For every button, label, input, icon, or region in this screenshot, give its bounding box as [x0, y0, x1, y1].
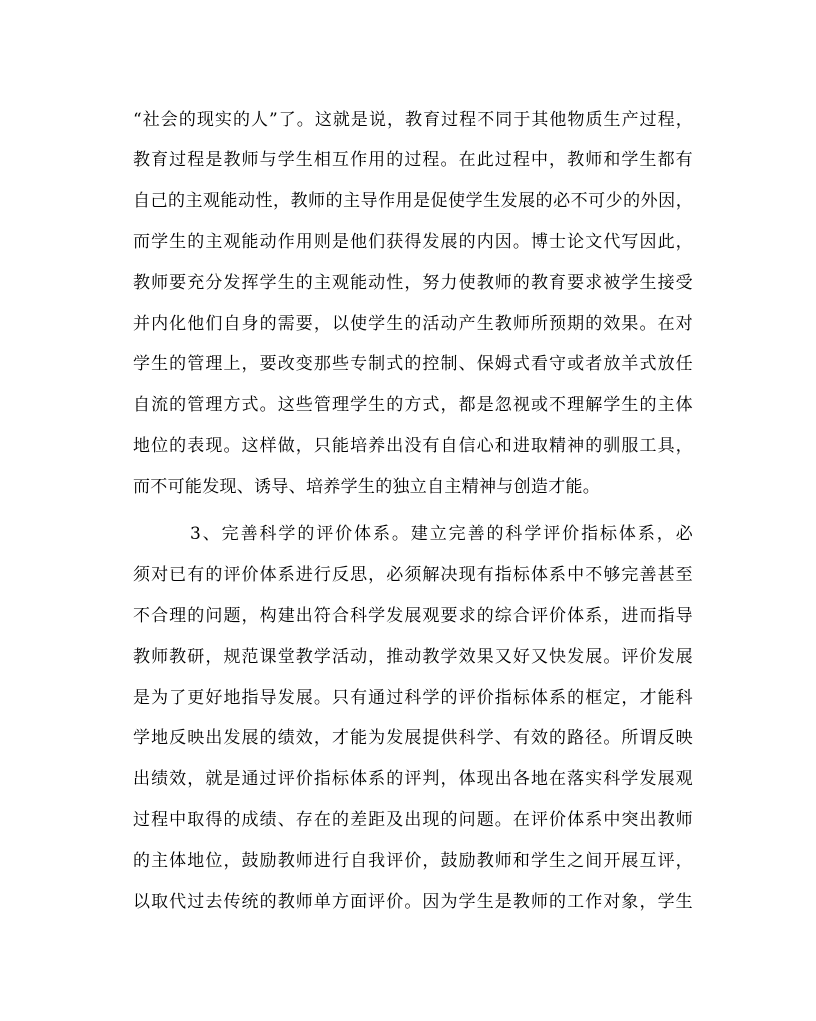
- text-line: 学生的管理上，要改变那些专制式的控制、保姆式看守或者放羊式放任: [133, 354, 693, 374]
- text-line: 过程中取得的成绩、存在的差距及出现的问题。在评价体系中突出教师: [133, 810, 693, 830]
- text-line: 而学生的主观能动作用则是他们获得发展的内因。博士论文代写因此，: [133, 232, 693, 252]
- text-line: 并内化他们自身的需要，以使学生的活动产生教师所预期的效果。在对: [133, 314, 693, 334]
- text-line: 教师要充分发挥学生的主观能动性，努力使教师的教育要求被学生接受: [133, 273, 693, 293]
- text-line: 的主体地位，鼓励教师进行自我评价，鼓励教师和学生之间开展互评，: [133, 851, 693, 871]
- text-line: 学地反映出发展的绩效，才能为发展提供科学、有效的路径。所谓反映: [133, 728, 693, 748]
- text-line: 自流的管理方式。这些管理学生的方式，都是忽视或不理解学生的主体: [133, 395, 693, 415]
- text-line: 出绩效，就是通过评价指标体系的评判，体现出各地在落实科学发展观: [133, 769, 693, 789]
- text-line: 教师教研，规范课堂教学活动，推动教学效果又好又快发展。评价发展: [133, 647, 693, 667]
- text-line: “社会的现实的人”了。这就是说，教育过程不同于其他物质生产过程，: [133, 110, 693, 130]
- text-line: 以取代过去传统的教师单方面评价。因为学生是教师的工作对象，学生: [133, 892, 693, 912]
- text-line: 不合理的问题，构建出符合科学发展观要求的综合评价体系，进而指导: [133, 606, 693, 626]
- text-line: 而不可能发现、诱导、培养学生的独立自主精神与创造才能。: [133, 477, 601, 497]
- text-line: 教育过程是教师与学生相互作用的过程。在此过程中，教师和学生都有: [133, 150, 693, 170]
- text-line: 地位的表现。这样做，只能培养出没有自信心和进取精神的驯服工具，: [133, 436, 693, 456]
- text-line: 自己的主观能动性，教师的主导作用是促使学生发展的必不可少的外因，: [133, 191, 693, 211]
- text-line: 是为了更好地指导发展。只有通过科学的评价指标体系的框定，才能科: [133, 688, 693, 708]
- paragraph-heading-line: 3、完善科学的评价体系。建立完善的科学评价指标体系，必: [190, 524, 693, 544]
- text-line: 须对已有的评价体系进行反思，必须解决现有指标体系中不够完善甚至: [133, 565, 693, 585]
